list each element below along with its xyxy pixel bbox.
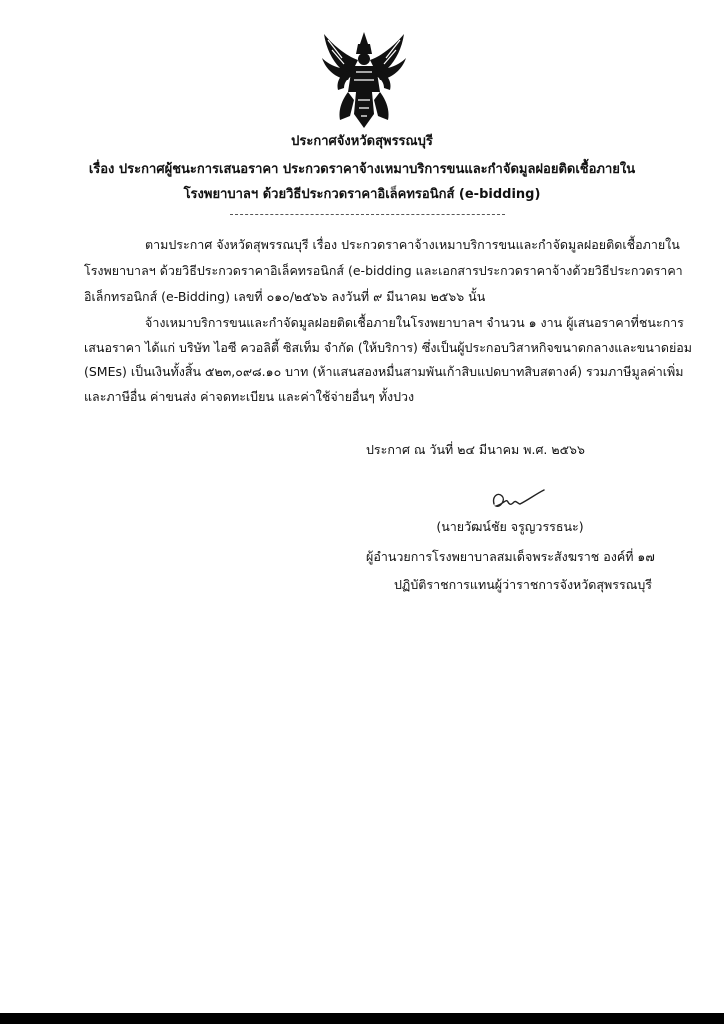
signatory-acting-for: ปฏิบัติราชการแทนผู้ว่าราชการจังหวัดสุพรรณบุรี [394,577,652,592]
scan-bottom-edge [0,1013,724,1024]
body-paragraph-2-line-3: (SMEs) เป็นเงินทั้งสิ้น ๕๒๓,๐๙๘.๑๐ บาท (ห้าแสนสองหมื่นสามพันเก้าสิบแปดบาทสิบสตางค์) รวมภาษีมูลค่าเพิ่ม [84,364,684,379]
subject-line-1: เรื่อง ประกาศผู้ชนะการเสนอราคา ประกวดราคาจ้างเหมาบริการขนและกำจัดมูลฝอยติดเชื้อภายใน [88,162,636,177]
signatory-name: (นายวัฒน์ชัย จรูญวรรธนะ) [436,519,584,534]
garuda-emblem-icon [318,30,410,130]
body-paragraph-2-line-1: จ้างเหมาบริการขนและกำจัดมูลฝอยติดเชื้อภายในโรงพยาบาลฯ จำนวน ๑ งาน ผู้เสนอราคาที่ชนะการ [145,315,684,330]
body-paragraph-2-line-4: และภาษีอื่น ค่าขนส่ง ค่าจดทะเบียน และค่าใช้จ่ายอื่นๆ ทั้งปวง [84,389,415,404]
announcement-date: ประกาศ ณ วันที่ ๒๔ มีนาคม พ.ศ. ๒๕๖๖ [366,442,585,457]
signatory-position: ผู้อำนวยการโรงพยาบาลสมเด็จพระสังฆราช องค์ที่ ๑๗ [366,549,655,564]
subject-line-2: โรงพยาบาลฯ ด้วยวิธีประกวดราคาอิเล็คทรอนิกส์ (e-bidding) [183,187,541,202]
body-paragraph-1-line-1: ตามประกาศ จังหวัดสุพรรณบุรี เรื่อง ประกวดราคาจ้างเหมาบริการขนและกำจัดมูลฝอยติดเชื้อภายใน [145,237,680,252]
body-paragraph-2-line-2: เสนอราคา ได้แก่ บริษัท ไอซี ควอลิตี้ ซิสเท็ม จำกัด (ให้บริการ) ซึ่งเป็นผู้ประกอบวิสาหกิจขนาดกลางและขนาดย่อม [84,340,693,355]
handwritten-signature [488,486,548,514]
body-paragraph-1-line-3: อิเล็กทรอนิกส์ (e-Bidding) เลขที่ ๐๑๐/๒๕๖๖ ลงวันที่ ๙ มีนาคม ๒๕๖๖ นั้น [84,289,486,304]
body-paragraph-1-line-2: โรงพยาบาลฯ ด้วยวิธีประกวดราคาอิเล็คทรอนิกส์ (e-bidding และเอกสารประกวดราคาจ้างด้วยวิธีประกวดราคา [84,263,683,278]
title-separator [230,214,505,215]
announcement-title: ประกาศจังหวัดสุพรรณบุรี [291,134,433,149]
